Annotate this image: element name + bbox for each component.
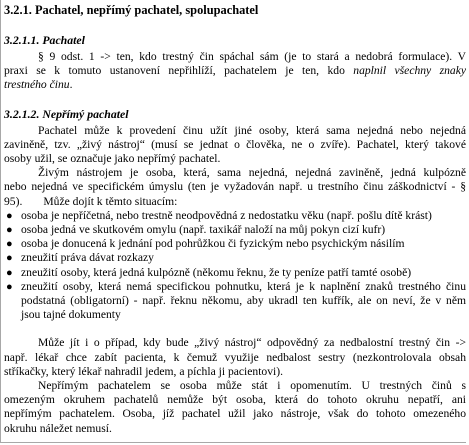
list-item (4, 280, 466, 323)
text-line: § 9 odst. 1 -> ten, kdo trestný čin spáchal sám (je to stará a nedobrá formulace). V (38, 50, 466, 63)
text-line: stříkačky, který lékař nahradil jedem, a píchla ji pacientovi). (4, 364, 283, 378)
bullet-icon: ● (6, 252, 13, 265)
text-line (4, 195, 466, 209)
bullet-icon: ● (6, 280, 13, 293)
text-line: Může jít i o případ, kdy bude „živý nástroj“ odpovědný za nedbalostní trestný čin -> (38, 336, 466, 350)
list-item-text: jsou tajné dokumenty (21, 308, 121, 322)
list-item-text: podstatná (obligatorní) - např. řeknu někomu, aby ukradl ten kufřík, ale on neví, že v něm (21, 294, 466, 308)
list-item-text: zneužití práva dávat rozkazy (21, 251, 154, 265)
list-item (4, 223, 466, 237)
list-item (4, 209, 466, 223)
text-line: Živým nástrojem je osoba, která, sama nejedná, nejedná zaviněně, jedná kulpózně (38, 166, 466, 180)
italic-phrase: naplnil všechny znaky (353, 64, 466, 78)
list-item-text: zneužití osoby, která jedná kulpózně (někomu řeknu, že ty peníze patří tamté osobě) (21, 265, 412, 279)
text-line: Nepřímým pachatelem se osoba může stát i opomenutím. U trestných činů s (38, 379, 466, 393)
subsection-title-pachatel: 3.2.1.1. Pachatel (4, 33, 85, 47)
list-item (4, 251, 466, 265)
subsection-title-neprimy-pachatel: 3.2.1.2. Nepřímý pachatel (4, 106, 129, 121)
text-line: např. lékař chce zabít pacienta, k čemuž využije nedbalost sestry (nezkontrolovala obsah (4, 350, 466, 364)
list-item-text: zneužití osoby, která nemá specifickou pohnutku, která je k naplnění znaků trestného činu (21, 279, 466, 293)
text-span: praxi se k tomuto ustanovení nepřihlíží, pachatelem je ten, kdo (4, 64, 354, 78)
italic-phrase: trestného činu (4, 78, 70, 92)
text-line (4, 64, 466, 78)
list-item-text: osoba je donucená k jednání pod pohrůžkou či fyzickým nebo psychickým násilím (21, 237, 405, 251)
text-line: Pachatel může k provedení činu užít jiné osoby, která sama nejedná nebo nejedná (38, 123, 466, 137)
paragraph-gap (4, 322, 466, 336)
section-heading: 3.2.1. Pachatel, nepřímý pachatel, spolupachatel (4, 3, 259, 17)
bullet-icon: ● (6, 266, 13, 279)
text-line: nebo nejedná ve specifickém úmyslu (ten je vyžadován např. u trestního činu záškodnictví - § (4, 180, 466, 194)
bullet-icon: ● (6, 224, 13, 237)
text-span: 95). (4, 194, 23, 208)
text-line: okruhu náležet nemusí. (4, 421, 112, 435)
text-line: nepřímým pachatelem. Osoba, jíž pachatel užil jako nástroje, však do tohoto omezeného (4, 407, 466, 421)
text-span: Může dojít k těmto situacím: (43, 194, 178, 208)
list-item (4, 237, 466, 251)
text-line: zaviněně, tzv. „živý nástroj“ (musí se jednat o člověka, ne o zvíře). Pachatel, který takové (4, 137, 466, 151)
text-span: . (69, 78, 73, 92)
situation-list (4, 209, 466, 323)
list-item-text: osoba jedná ve skutkovém omylu (např. taxikář naloží na můj pokyn cizí kufr) (21, 223, 386, 237)
list-item-text: osoba je nepříčetná, nebo trestně neodpovědná z nedostatku věku (např. pošlu dítě krást) (21, 208, 432, 222)
list-item (4, 266, 466, 280)
text-line: osoby užil, se označuje jako nepřímý pachatel. (4, 152, 221, 166)
text-line: omezeným okruhem pachatelů nemůže být osoba, která do tohoto okruhu nepatří, ani (4, 393, 466, 407)
text-line (4, 78, 466, 92)
bullet-icon: ● (6, 238, 13, 251)
bullet-icon: ● (6, 209, 13, 222)
